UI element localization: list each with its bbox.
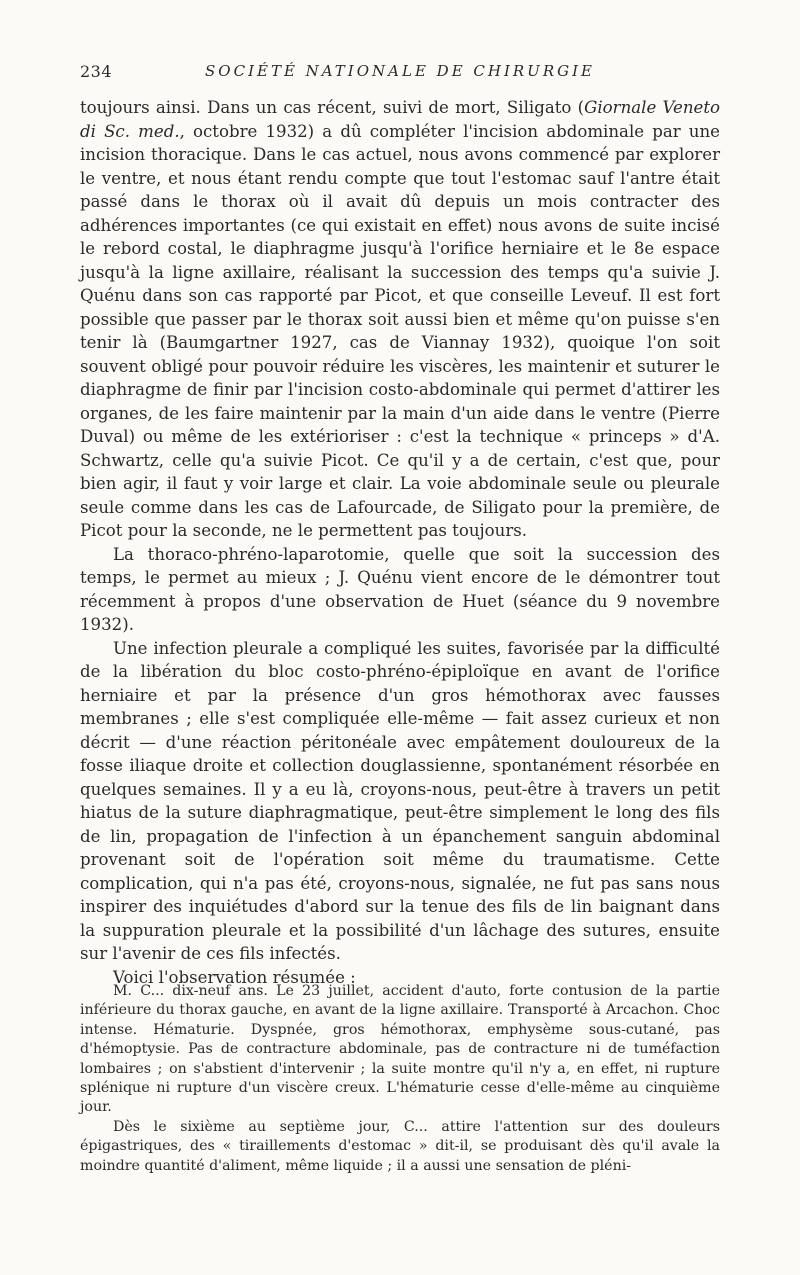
- main-text: [80, 96, 720, 989]
- observation-text: [80, 982, 720, 1176]
- paragraph-1: [80, 96, 720, 543]
- journal-title: Giornale Veneto di Sc. med.: [80, 98, 720, 141]
- paragraph-1-start: toujours ainsi. Dans un cas récent, suivi de mort, Siligato (: [80, 98, 585, 117]
- page-number: 234: [80, 62, 113, 81]
- paragraph-2: La thoraco-phréno-laparotomie, quelle que soit la succession des temps, le permet au mieux ; J. Quénu vient encore de le démontrer tout récemment à propos d'une observation de Huet (séance du 9 novembre 1932).: [80, 544, 720, 634]
- running-title: SOCIÉTÉ NATIONALE DE CHIRURGIE: [205, 62, 595, 80]
- observation-paragraph-2: Dès le sixième au septième jour, C... attire l'attention sur des douleurs épigastriques, des « tiraillements d'estomac » dit-il, se produisant dès qu'il avale la moindre quantité d'aliment, même liquide ; il a aussi une sensation de pléni-: [80, 1118, 720, 1174]
- paragraph-4: Voici l'observation résumée :: [113, 967, 356, 987]
- observation-paragraph-1: M. C... dix-neuf ans. Le 23 juillet, accident d'auto, forte contusion de la partie inférieure du thorax gauche, en avant de la ligne axillaire. Transporté à Arcachon. Choc intense. Hématurie. Dyspnée, gros hémothorax, emphysème sous-cutané, pas d'hémoptysie. Pas de contracture abdominale, pas de contracture ni de tuméfaction lombaires ; on s'abstient d'intervenir ; la suite montre qu'il n'y a, en effet, ni rupture splénique ni rupture d'un viscère creux. L'hématurie cesse d'elle-même au cinquième jour.: [80, 983, 720, 1116]
- page-header: [80, 62, 720, 86]
- paragraph-3: Une infection pleurale a compliqué les suites, favorisée par la difficulté de la libération du bloc costo-phréno-épiploïque en avant de l'orifice herniaire et par la présence d'un gros hémothorax avec fausses membranes ; elle s'est compliquée elle-même — fait assez curieux et non décrit — d'une réaction péritonéale avec empâtement douloureux de la fosse iliaque droite et collection douglassienne, spontanément résorbée en quelques semaines. Il y a eu là, croyons-nous, peut-être à travers un petit hiatus de la suture diaphragmatique, peut-être simplement le long des fils de lin, propagation de l'infection à un épanchement sanguin abdominal provenant soit de l'opération soit même du traumatisme. Cette complication, qui n'a pas été, croyons-nous, signalée, ne fut pas sans nous inspirer des inquiétudes d'abord sur la tenue des fils de lin baignant dans la suppuration pleurale et la possibilité d'un lâchage des sutures, ensuite sur l'avenir de ces fils infectés.: [80, 638, 720, 963]
- paragraph-1-end: , octobre 1932) a dû compléter l'incision abdominale par une incision thoracique. Dans le cas actuel, nous avons commencé par explorer le ventre, et nous étant rendu compte que tout l'estomac sauf l'antre était passé dans le thorax où il avait dû depuis un mois contracter des adhérences importantes (ce qui existait en effet) nous avons de suite incisé le rebord costal, le diaphragme jusqu'à l'orifice herniaire et le 8e espace jusqu'à la ligne axillaire, réalisant la succession des temps qu'a suivie J. Quénu dans son cas rapporté par Picot, et que conseille Leveuf. Il est fort possible que passer par le thorax soit aussi bien et même qu'on puisse s'en tenir là (Baumgartner 1927, cas de Viannay 1932), quoique l'on soit souvent obligé pour pouvoir réduire les viscères, les maintenir et suturer le diaphragme de finir par l'incision costo-abdominale qui permet d'attirer les organes, de les faire maintenir par la main d'un aide dans le ventre (Pierre Duval) ou même de les extérioriser : c'est la technique « princeps » d'A. Schwartz, celle qu'a suivie Picot. Ce qu'il y a de certain, c'est que, pour bien agir, il faut y voir large et clair. La voie abdominale seule ou pleurale seule comme dans les cas de Lafourcade, de Siligato pour la première, de Picot pour la seconde, ne le permettent pas toujours.: [80, 121, 720, 540]
